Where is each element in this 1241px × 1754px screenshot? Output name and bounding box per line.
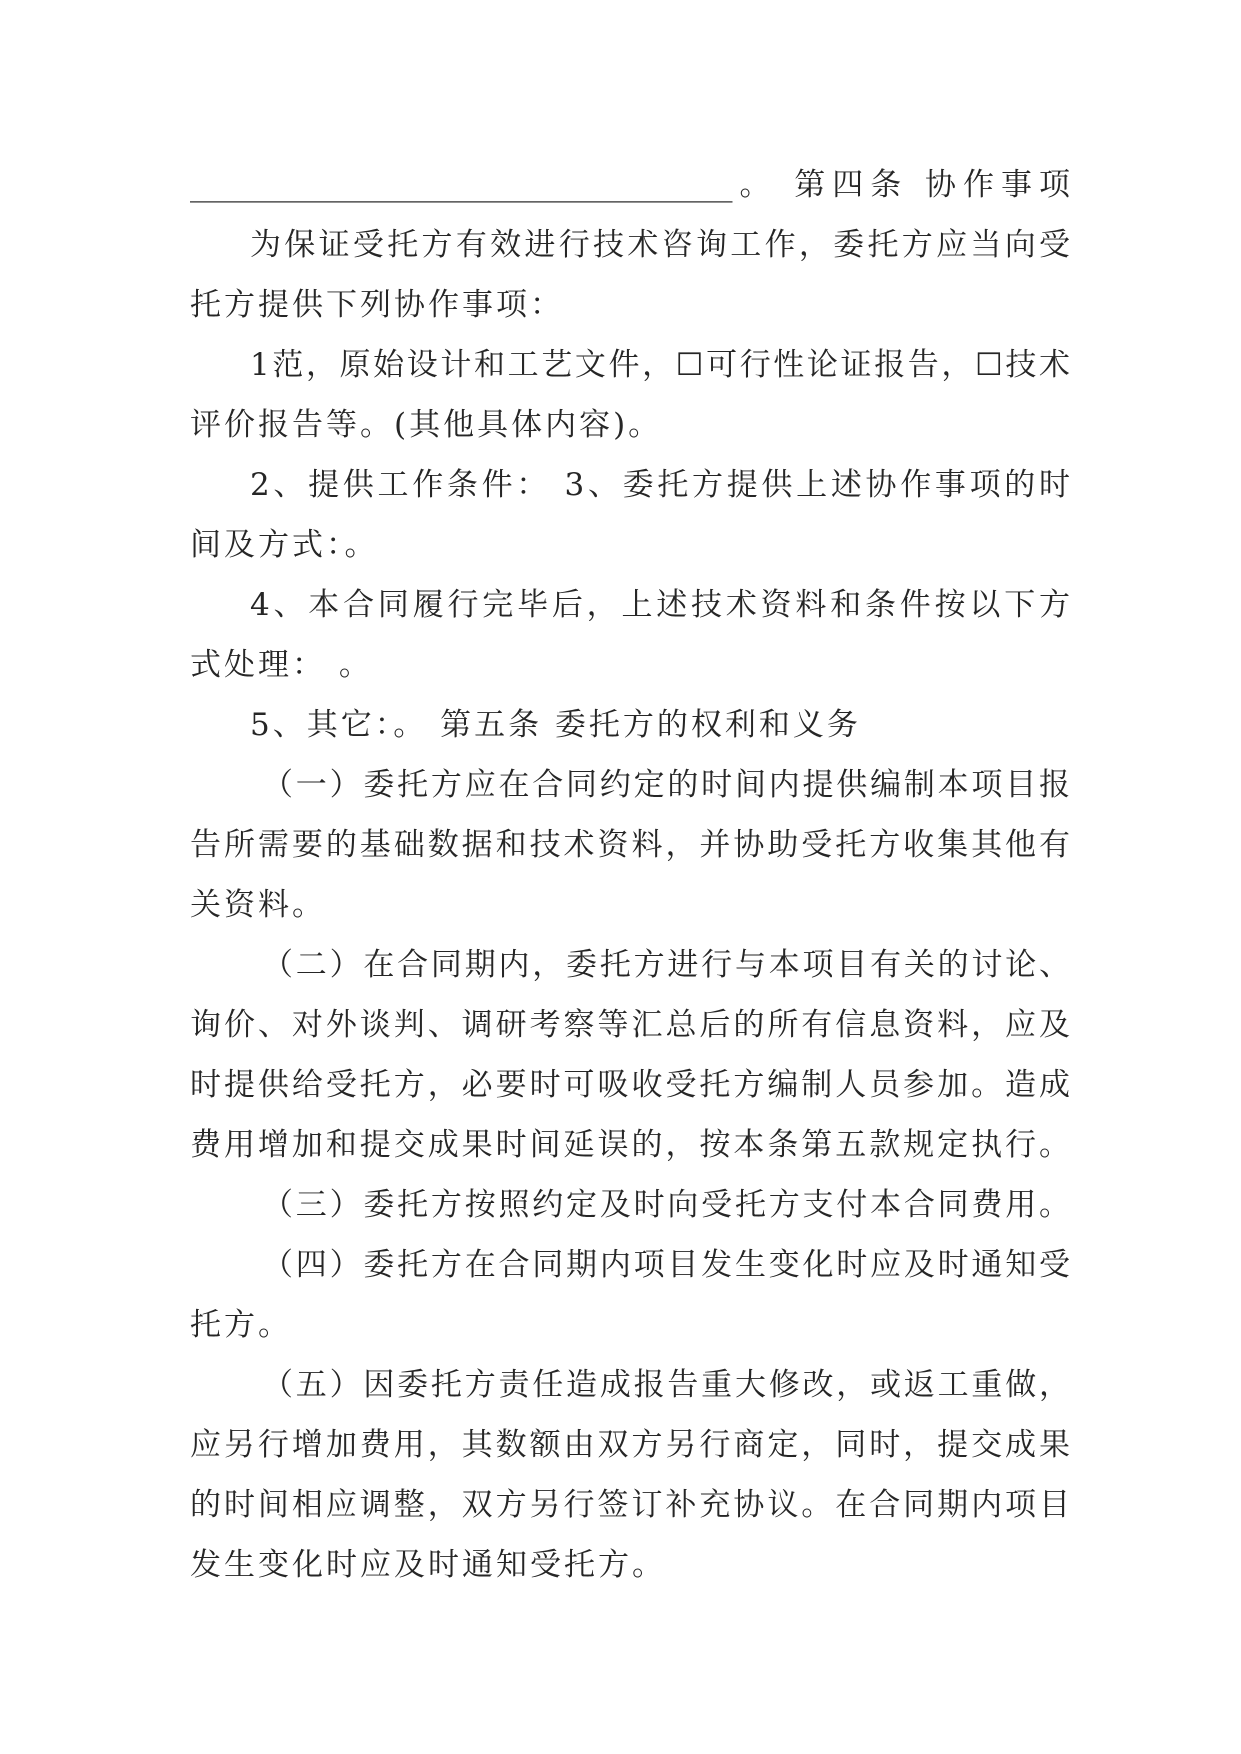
doc-line: 托方提供下列协作事项： [190,287,564,323]
doc-line: （四）委托方在合同期内项目发生变化时应及时通知受 [262,1247,1070,1283]
doc-line: （五）因委托方责任造成报告重大修改，或返工重做， [262,1367,1070,1403]
doc-line: 2、提供工作条件： 3、委托方提供上述协作事项的时 [250,467,1070,503]
doc-line: 时提供给受托方，必要时可吸收受托方编制人员参加。造成 [190,1067,1070,1103]
doc-line: 发生变化时应及时通知受托方。 [190,1547,666,1583]
doc-line-article-4-heading: ___________________________________。 第四条 协作事项 [190,167,1070,203]
doc-line: 费用增加和提交成果时间延误的，按本条第五款规定执行。 [190,1127,1070,1163]
doc-line: 间及方式：。 [190,527,379,563]
doc-line: 关资料。 [190,887,326,923]
doc-line: 的时间相应调整，双方另行签订补充协议。在合同期内项目 [190,1487,1070,1523]
doc-line: 询价、对外谈判、调研考察等汇总后的所有信息资料，应及 [190,1007,1070,1043]
doc-line: 1范，原始设计和工艺文件，☐可行性论证报告，☐技术 [250,347,1070,383]
doc-line: （三）委托方按照约定及时向受托方支付本合同费用。 [262,1187,1070,1223]
doc-line: 4、本合同履行完毕后，上述技术资料和条件按以下方 [250,587,1070,623]
doc-line: 为保证受托方有效进行技术咨询工作，委托方应当向受 [250,227,1070,263]
doc-line: 评价报告等。(其他具体内容)。 [190,407,663,443]
doc-line: 告所需要的基础数据和技术资料，并协助受托方收集其他有 [190,827,1070,863]
doc-line: （一）委托方应在合同约定的时间内提供编制本项目报 [262,767,1070,803]
doc-line: 托方。 [190,1307,292,1343]
doc-line-article-5-heading: 5、其它：。 第五条 委托方的权利和义务 [250,707,861,743]
doc-line: （二）在合同期内，委托方进行与本项目有关的讨论、 [262,947,1070,983]
doc-line: 应另行增加费用，其数额由双方另行商定，同时，提交成果 [190,1427,1070,1463]
doc-line: 式处理： 。 [190,647,373,683]
